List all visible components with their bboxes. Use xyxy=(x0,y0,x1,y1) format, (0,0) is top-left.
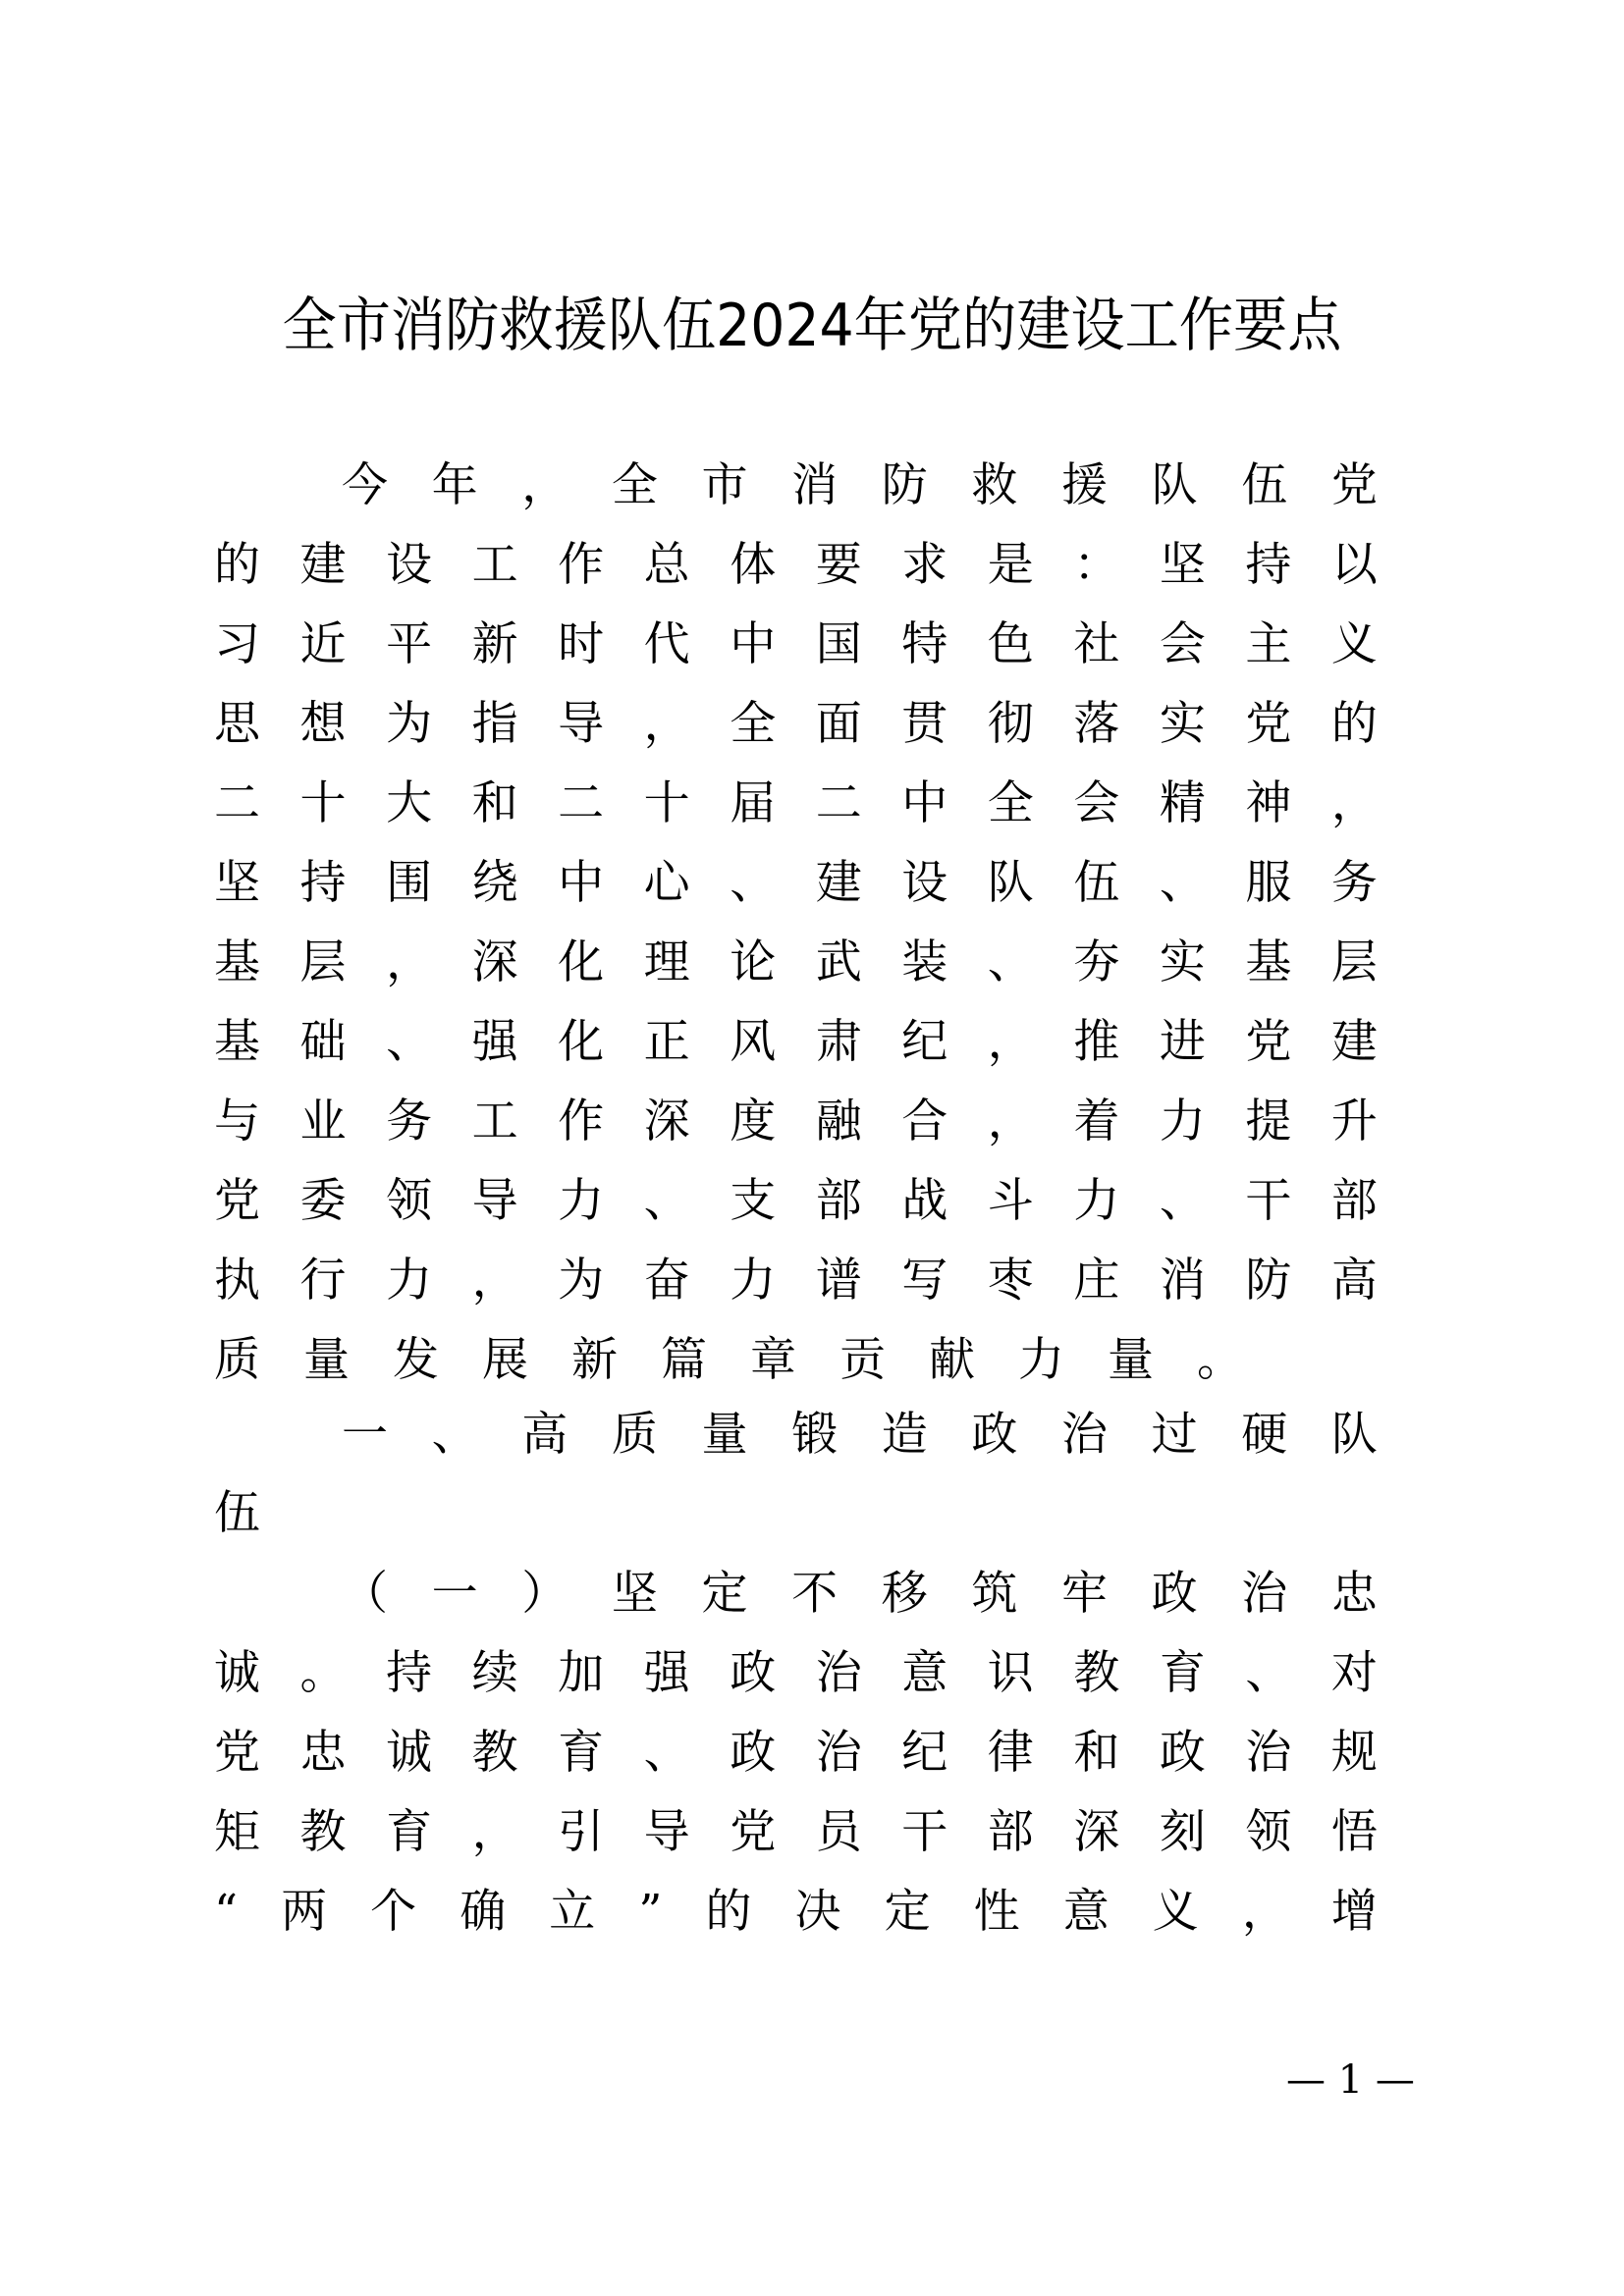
text-char: 的 xyxy=(1330,697,1378,751)
text-char: 支 xyxy=(730,1174,777,1228)
text-char: 中 xyxy=(730,617,777,671)
text-char: 实 xyxy=(1159,697,1206,751)
text-char: 硬 xyxy=(1241,1408,1288,1462)
text-char: 篇 xyxy=(661,1333,707,1387)
text-char: 服 xyxy=(1245,856,1292,910)
text-char: 力 xyxy=(1159,1095,1206,1148)
text-char: 届 xyxy=(730,776,777,830)
text-char: 、 xyxy=(1245,1646,1292,1700)
text-char: ， xyxy=(987,1095,1034,1148)
text-line xyxy=(214,932,1378,994)
text-char: 党 xyxy=(214,1726,260,1780)
text-char: 的 xyxy=(705,1885,752,1939)
text-char: 识 xyxy=(987,1646,1034,1700)
text-char: 救 xyxy=(971,458,1018,512)
text-char: 持 xyxy=(1245,538,1292,592)
text-line xyxy=(214,1881,1378,1944)
text-char: 夯 xyxy=(1073,935,1120,989)
text-char: 导 xyxy=(558,697,605,751)
text-line xyxy=(214,1801,1378,1864)
text-char: 党 xyxy=(1330,458,1378,512)
text-char: 务 xyxy=(1330,856,1378,910)
text-char: 展 xyxy=(482,1333,528,1387)
text-char: 员 xyxy=(815,1805,862,1859)
text-char: 持 xyxy=(386,1646,433,1700)
text-char: 坚 xyxy=(214,856,260,910)
text-char: 治 xyxy=(1245,1726,1292,1780)
text-char: 平 xyxy=(386,617,433,671)
text-char: 政 xyxy=(730,1726,777,1780)
text-char: 风 xyxy=(730,1015,777,1069)
text-char: 教 xyxy=(299,1805,347,1859)
text-char: 彻 xyxy=(987,697,1034,751)
text-char: 委 xyxy=(299,1174,347,1228)
text-char: 增 xyxy=(1330,1885,1378,1939)
text-char: 持 xyxy=(299,856,347,910)
text-char: 武 xyxy=(815,935,862,989)
text-char: 对 xyxy=(1330,1646,1378,1700)
text-char: 消 xyxy=(791,458,839,512)
text-char: 质 xyxy=(611,1408,658,1462)
text-char: 防 xyxy=(881,458,928,512)
text-char: 想 xyxy=(299,697,347,751)
text-char: 一 xyxy=(431,1567,478,1621)
text-char: 援 xyxy=(1061,458,1108,512)
text-char: ： xyxy=(1073,538,1120,592)
text-char: 伍 xyxy=(214,1486,260,1540)
text-char: 忠 xyxy=(1330,1567,1378,1621)
text-char: 二 xyxy=(558,776,605,830)
text-char: 习 xyxy=(214,617,260,671)
text-line xyxy=(214,1170,1378,1233)
text-char: 代 xyxy=(643,617,690,671)
text-char: 坚 xyxy=(1159,538,1206,592)
text-char: 定 xyxy=(701,1567,748,1621)
text-char: 防 xyxy=(1245,1254,1292,1308)
text-char: 伍 xyxy=(1241,458,1288,512)
text-char: 业 xyxy=(299,1095,347,1148)
text-char: 提 xyxy=(1245,1095,1292,1148)
text-char: 为 xyxy=(558,1254,605,1308)
text-char: 、 xyxy=(386,1015,433,1069)
text-line xyxy=(214,1011,1378,1074)
text-char: 、 xyxy=(1159,1174,1206,1228)
text-char: ” xyxy=(638,1885,663,1939)
text-char: 消 xyxy=(1159,1254,1206,1308)
text-char: 是 xyxy=(987,538,1034,592)
text-char: 建 xyxy=(1330,1015,1378,1069)
text-char: 工 xyxy=(471,538,518,592)
text-char: 力 xyxy=(386,1254,433,1308)
text-char: 部 xyxy=(1330,1174,1378,1228)
text-char: ， xyxy=(1241,1885,1288,1939)
text-char: 意 xyxy=(1062,1885,1110,1939)
text-line xyxy=(214,693,1378,756)
text-char: 队 xyxy=(1151,458,1198,512)
text-char: 导 xyxy=(471,1174,518,1228)
text-char: 诚 xyxy=(214,1646,260,1700)
text-char: 质 xyxy=(214,1333,260,1387)
text-char: 层 xyxy=(1330,935,1378,989)
text-char: 确 xyxy=(460,1885,507,1939)
text-char: “ xyxy=(214,1885,239,1939)
text-char: 育 xyxy=(558,1726,605,1780)
text-char: ， xyxy=(386,935,433,989)
text-char: ， xyxy=(1330,776,1378,830)
text-char: 心 xyxy=(643,856,690,910)
text-char: 国 xyxy=(815,617,862,671)
text-char: 律 xyxy=(987,1726,1034,1780)
text-char: 干 xyxy=(901,1805,948,1859)
text-char: 教 xyxy=(1073,1646,1120,1700)
text-char: 落 xyxy=(1073,697,1120,751)
text-char: 、 xyxy=(643,1726,690,1780)
text-char: 量 xyxy=(1108,1333,1154,1387)
text-char: 全 xyxy=(611,458,658,512)
text-char: 高 xyxy=(521,1408,568,1462)
text-line xyxy=(214,534,1378,597)
text-char: 升 xyxy=(1330,1095,1378,1148)
text-char: 两 xyxy=(281,1885,328,1939)
text-line xyxy=(342,1404,1378,1467)
text-char: 设 xyxy=(386,538,433,592)
text-char: 队 xyxy=(987,856,1034,910)
text-char: 合 xyxy=(901,1095,948,1148)
text-line xyxy=(342,1563,1378,1626)
text-line xyxy=(214,1482,1378,1545)
text-line xyxy=(214,852,1378,915)
text-line xyxy=(214,614,1378,676)
text-char: 一 xyxy=(342,1408,388,1462)
text-char: 导 xyxy=(643,1805,690,1859)
text-char: 纪 xyxy=(901,1015,948,1069)
text-char: 奋 xyxy=(643,1254,690,1308)
text-char: 工 xyxy=(471,1095,518,1148)
text-char: 枣 xyxy=(987,1254,1034,1308)
text-char: 、 xyxy=(643,1174,690,1228)
text-line xyxy=(214,1091,1378,1153)
page-number: — 1 — xyxy=(1286,2057,1415,2103)
text-char: 深 xyxy=(643,1095,690,1148)
text-char: ） xyxy=(521,1567,568,1621)
text-char: 装 xyxy=(901,935,948,989)
text-char: 度 xyxy=(730,1095,777,1148)
text-char: 量 xyxy=(701,1408,748,1462)
text-char: 执 xyxy=(214,1254,260,1308)
text-char: 部 xyxy=(815,1174,862,1228)
text-char: ， xyxy=(471,1254,518,1308)
text-char: 过 xyxy=(1151,1408,1198,1462)
text-char: 和 xyxy=(471,776,518,830)
text-char: 务 xyxy=(386,1095,433,1148)
text-char: 十 xyxy=(643,776,690,830)
text-char: 以 xyxy=(1330,538,1378,592)
text-char: 围 xyxy=(386,856,433,910)
text-char: 、 xyxy=(987,935,1034,989)
text-char: 力 xyxy=(730,1254,777,1308)
text-char: 基 xyxy=(214,1015,260,1069)
text-char: 党 xyxy=(1245,697,1292,751)
text-char: 要 xyxy=(815,538,862,592)
text-char: 锻 xyxy=(791,1408,839,1462)
text-char: 加 xyxy=(558,1646,605,1700)
text-char: 诚 xyxy=(386,1726,433,1780)
text-char: 牢 xyxy=(1061,1567,1108,1621)
text-char: 深 xyxy=(1073,1805,1120,1859)
text-line xyxy=(342,454,1378,517)
text-char: 论 xyxy=(730,935,777,989)
text-char: 不 xyxy=(791,1567,839,1621)
text-char: 党 xyxy=(1245,1015,1292,1069)
text-char: 基 xyxy=(214,935,260,989)
text-char: 庄 xyxy=(1073,1254,1120,1308)
text-char: 贯 xyxy=(901,697,948,751)
text-char: 深 xyxy=(471,935,518,989)
text-char: 治 xyxy=(815,1726,862,1780)
text-line xyxy=(214,773,1378,835)
text-char: 体 xyxy=(730,538,777,592)
text-line xyxy=(214,1250,1378,1312)
text-char: 引 xyxy=(558,1805,605,1859)
text-char: 力 xyxy=(558,1174,605,1228)
text-char: 融 xyxy=(815,1095,862,1148)
text-char: 精 xyxy=(1159,776,1206,830)
text-char: 贡 xyxy=(839,1333,886,1387)
text-char: 大 xyxy=(386,776,433,830)
text-char: 作 xyxy=(558,1095,605,1148)
text-char: 规 xyxy=(1330,1726,1378,1780)
text-char: 近 xyxy=(299,617,347,671)
text-char: 。 xyxy=(1197,1333,1243,1387)
text-char: 指 xyxy=(471,697,518,751)
text-char: 主 xyxy=(1245,617,1292,671)
text-char: 发 xyxy=(393,1333,439,1387)
text-char: 求 xyxy=(901,538,948,592)
text-char: 年 xyxy=(431,458,478,512)
text-char: 党 xyxy=(214,1174,260,1228)
text-char: 建 xyxy=(815,856,862,910)
text-char: 十 xyxy=(299,776,347,830)
text-char: 义 xyxy=(1152,1885,1199,1939)
text-char: 会 xyxy=(1073,776,1120,830)
text-char: （ xyxy=(342,1567,388,1621)
text-char: 层 xyxy=(299,935,347,989)
text-char: 章 xyxy=(750,1333,796,1387)
text-char: 政 xyxy=(730,1646,777,1700)
text-char: 进 xyxy=(1159,1015,1206,1069)
text-char: 谱 xyxy=(815,1254,862,1308)
text-char: 续 xyxy=(471,1646,518,1700)
text-char: 筑 xyxy=(971,1567,1018,1621)
text-char: 写 xyxy=(901,1254,948,1308)
text-char: 部 xyxy=(987,1805,1034,1859)
text-char: 党 xyxy=(730,1805,777,1859)
text-char: 实 xyxy=(1159,935,1206,989)
text-char: 为 xyxy=(386,697,433,751)
text-char: 和 xyxy=(1073,1726,1120,1780)
text-char: 会 xyxy=(1159,617,1206,671)
document-title: 全市消防救援队伍2024年党的建设工作要点 xyxy=(282,292,1342,360)
text-char: 移 xyxy=(881,1567,928,1621)
text-char: 政 xyxy=(971,1408,1018,1462)
text-char: 领 xyxy=(386,1174,433,1228)
text-char: 斗 xyxy=(987,1174,1034,1228)
text-char: 中 xyxy=(901,776,948,830)
text-char: 纪 xyxy=(901,1726,948,1780)
text-char: 队 xyxy=(1330,1408,1378,1462)
text-char: 市 xyxy=(701,458,748,512)
text-char: 战 xyxy=(901,1174,948,1228)
text-char: 坚 xyxy=(611,1567,658,1621)
text-char: 政 xyxy=(1151,1567,1198,1621)
text-char: 神 xyxy=(1245,776,1292,830)
text-char: 高 xyxy=(1330,1254,1378,1308)
text-char: 意 xyxy=(901,1646,948,1700)
text-char: 础 xyxy=(299,1015,347,1069)
text-char: 设 xyxy=(901,856,948,910)
text-char: 伍 xyxy=(1073,856,1120,910)
text-char: ， xyxy=(471,1805,518,1859)
text-char: 、 xyxy=(431,1408,478,1462)
text-char: 力 xyxy=(1018,1333,1064,1387)
text-line xyxy=(214,1722,1378,1785)
text-char: 量 xyxy=(303,1333,350,1387)
text-char: 义 xyxy=(1330,617,1378,671)
text-char: 力 xyxy=(1073,1174,1120,1228)
text-char: 定 xyxy=(884,1885,931,1939)
text-char: 治 xyxy=(815,1646,862,1700)
text-char: 新 xyxy=(471,617,518,671)
text-char: 、 xyxy=(1159,856,1206,910)
text-char: 着 xyxy=(1073,1095,1120,1148)
text-char: 建 xyxy=(299,538,347,592)
text-char: 行 xyxy=(299,1254,347,1308)
text-char: 社 xyxy=(1073,617,1120,671)
text-char: 强 xyxy=(471,1015,518,1069)
text-char: 面 xyxy=(815,697,862,751)
text-char: 治 xyxy=(1061,1408,1108,1462)
text-char: 个 xyxy=(370,1885,417,1939)
text-char: 总 xyxy=(643,538,690,592)
text-char: 矩 xyxy=(214,1805,260,1859)
text-char: 、 xyxy=(730,856,777,910)
text-char: 性 xyxy=(973,1885,1020,1939)
text-char: 刻 xyxy=(1159,1805,1206,1859)
text-char: 强 xyxy=(643,1646,690,1700)
text-char: 的 xyxy=(214,538,260,592)
text-char: 中 xyxy=(558,856,605,910)
text-line xyxy=(214,1642,1378,1705)
text-char: 。 xyxy=(299,1646,347,1700)
text-char: 理 xyxy=(643,935,690,989)
text-char: 政 xyxy=(1159,1726,1206,1780)
text-char: 干 xyxy=(1245,1174,1292,1228)
text-char: 特 xyxy=(901,617,948,671)
text-char: 肃 xyxy=(815,1015,862,1069)
text-char: 全 xyxy=(987,776,1034,830)
text-char: 推 xyxy=(1073,1015,1120,1069)
text-char: 新 xyxy=(571,1333,618,1387)
text-char: 教 xyxy=(471,1726,518,1780)
text-char: 忠 xyxy=(299,1726,347,1780)
text-char: ， xyxy=(987,1015,1034,1069)
text-char: ， xyxy=(521,458,568,512)
text-char: 二 xyxy=(815,776,862,830)
text-char: ， xyxy=(643,697,690,751)
text-char: 今 xyxy=(342,458,388,512)
text-char: 与 xyxy=(214,1095,260,1148)
text-char: 时 xyxy=(558,617,605,671)
text-char: 色 xyxy=(987,617,1034,671)
text-char: 基 xyxy=(1245,935,1292,989)
text-char: 化 xyxy=(558,1015,605,1069)
text-char: 正 xyxy=(643,1015,690,1069)
text-char: 化 xyxy=(558,935,605,989)
text-char: 领 xyxy=(1245,1805,1292,1859)
text-char: 思 xyxy=(214,697,260,751)
text-char: 绕 xyxy=(471,856,518,910)
text-char: 作 xyxy=(558,538,605,592)
text-char: 治 xyxy=(1241,1567,1288,1621)
text-char: 育 xyxy=(386,1805,433,1859)
text-char: 献 xyxy=(929,1333,975,1387)
text-char: 育 xyxy=(1159,1646,1206,1700)
text-char: 二 xyxy=(214,776,260,830)
text-line xyxy=(214,1329,1378,1392)
text-char: 全 xyxy=(730,697,777,751)
text-char: 悟 xyxy=(1330,1805,1378,1859)
text-char: 造 xyxy=(881,1408,928,1462)
text-char: 决 xyxy=(794,1885,841,1939)
text-char: 立 xyxy=(549,1885,596,1939)
